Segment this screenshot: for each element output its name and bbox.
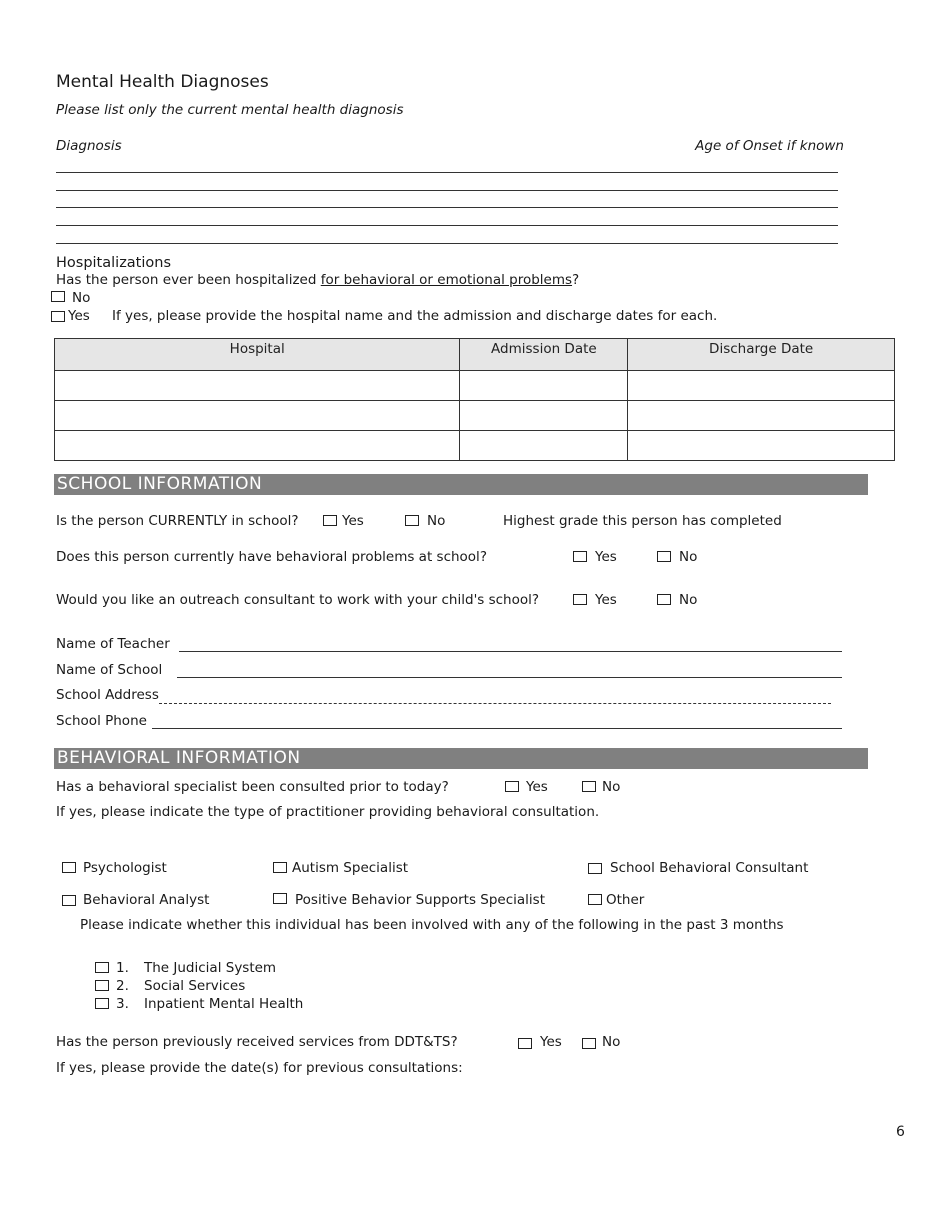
mental-health-title: Mental Health Diagnoses xyxy=(56,72,269,92)
mental-health-subtitle: Please list only the current mental health diagnosis xyxy=(56,102,404,118)
social-services-label: Social Services xyxy=(144,978,246,994)
in-school-no-checkbox[interactable] xyxy=(405,515,419,526)
behavior-no-label: No xyxy=(679,549,698,565)
autism-specialist-label: Autism Specialist xyxy=(292,860,409,876)
behavioral-analyst-label: Behavioral Analyst xyxy=(83,892,210,908)
diagnosis-line-2[interactable] xyxy=(56,190,838,191)
in-school-no-label: No xyxy=(427,513,446,529)
outreach-no-checkbox[interactable] xyxy=(657,594,671,605)
hospitalizations-title: Hospitalizations xyxy=(56,255,172,271)
diagnosis-line-4[interactable] xyxy=(56,225,838,226)
in-school-yes-label: Yes xyxy=(342,513,364,529)
ddtts-no-checkbox[interactable] xyxy=(582,1038,596,1049)
diagnosis-line-3[interactable] xyxy=(56,207,838,208)
positive-behavior-supports-label: Positive Behavior Supports Specialist xyxy=(295,892,545,908)
inpatient-mental-health-label: Inpatient Mental Health xyxy=(144,996,304,1012)
school-behavioral-consultant-label: School Behavioral Consultant xyxy=(610,860,809,876)
social-services-number: 2. xyxy=(116,978,129,994)
discharge-date-cell[interactable] xyxy=(628,371,895,401)
specialist-yes-checkbox[interactable] xyxy=(505,781,519,792)
page-number: 6 xyxy=(896,1124,905,1140)
outreach-question: Would you like an outreach consultant to work with your child's school? xyxy=(56,592,540,608)
school-phone-label: School Phone xyxy=(56,713,147,729)
outreach-yes-label: Yes xyxy=(595,592,617,608)
hospitalized-no-checkbox[interactable] xyxy=(51,291,65,302)
hospital-cell[interactable] xyxy=(55,401,460,431)
psychologist-checkbox[interactable] xyxy=(62,862,76,873)
school-phone-field[interactable] xyxy=(152,728,842,729)
behavior-yes-label: Yes xyxy=(595,549,617,565)
behavior-no-checkbox[interactable] xyxy=(657,551,671,562)
diagnosis-line-5[interactable] xyxy=(56,243,838,244)
table-row xyxy=(55,401,895,431)
hospitalized-yes-label: Yes xyxy=(68,308,90,324)
judicial-system-checkbox[interactable] xyxy=(95,962,109,973)
discharge-date-cell[interactable] xyxy=(628,401,895,431)
school-information-band: SCHOOL INFORMATION xyxy=(54,474,868,495)
hospital-header: Hospital xyxy=(55,339,460,371)
inpatient-mental-health-checkbox[interactable] xyxy=(95,998,109,1009)
highest-grade-label: Highest grade this person has completed xyxy=(503,513,782,529)
currently-in-school-question: Is the person CURRENTLY in school? xyxy=(56,513,299,529)
table-row xyxy=(55,431,895,461)
specialist-yes-label: Yes xyxy=(526,779,548,795)
hospital-table xyxy=(54,338,895,461)
hospitalized-question: Has the person ever been hospitalized for behavioral or emotional problems? xyxy=(56,272,580,288)
specialist-no-checkbox[interactable] xyxy=(582,781,596,792)
admission-date-cell[interactable] xyxy=(460,371,628,401)
discharge-date-cell[interactable] xyxy=(628,431,895,461)
discharge-date-header: Discharge Date xyxy=(628,339,895,371)
school-behavioral-consultant-checkbox[interactable] xyxy=(588,863,602,874)
positive-behavior-supports-checkbox[interactable] xyxy=(273,893,287,904)
hospitalized-yes-checkbox[interactable] xyxy=(51,311,65,322)
previous-consultations-instruction: If yes, please provide the date(s) for previous consultations: xyxy=(56,1060,463,1076)
ddtts-yes-checkbox[interactable] xyxy=(518,1038,532,1049)
behavior-yes-checkbox[interactable] xyxy=(573,551,587,562)
hospitalized-no-label: No xyxy=(72,290,91,306)
teacher-name-label: Name of Teacher xyxy=(56,636,170,652)
judicial-system-number: 1. xyxy=(116,960,129,976)
other-checkbox[interactable] xyxy=(588,894,602,905)
diagnosis-column-label: Diagnosis xyxy=(56,138,122,154)
hospital-cell[interactable] xyxy=(55,371,460,401)
behavioral-information-band: BEHAVIORAL INFORMATION xyxy=(54,748,868,769)
behavioral-analyst-checkbox[interactable] xyxy=(62,895,76,906)
school-name-field[interactable] xyxy=(177,677,842,678)
outreach-yes-checkbox[interactable] xyxy=(573,594,587,605)
age-of-onset-column-label: Age of Onset if known xyxy=(695,138,844,154)
school-address-label: School Address xyxy=(56,687,159,703)
admission-date-header: Admission Date xyxy=(460,339,628,371)
autism-specialist-checkbox[interactable] xyxy=(273,862,287,873)
in-school-yes-checkbox[interactable] xyxy=(323,515,337,526)
admission-date-cell[interactable] xyxy=(460,431,628,461)
school-address-field[interactable] xyxy=(159,703,831,704)
admission-date-cell[interactable] xyxy=(460,401,628,431)
hospital-cell[interactable] xyxy=(55,431,460,461)
ddtts-yes-label: Yes xyxy=(540,1034,562,1050)
outreach-no-label: No xyxy=(679,592,698,608)
ddtts-no-label: No xyxy=(602,1034,621,1050)
teacher-name-field[interactable] xyxy=(179,651,842,652)
other-label: Other xyxy=(606,892,645,908)
specialist-no-label: No xyxy=(602,779,621,795)
social-services-checkbox[interactable] xyxy=(95,980,109,991)
diagnosis-line-1[interactable] xyxy=(56,172,838,173)
involvement-instruction: Please indicate whether this individual has been involved with any of the following in the past 3 months xyxy=(80,917,784,933)
hospitalized-yes-instruction: If yes, please provide the hospital name and the admission and discharge dates for each. xyxy=(112,308,718,324)
judicial-system-label: The Judicial System xyxy=(144,960,277,976)
inpatient-mental-health-number: 3. xyxy=(116,996,129,1012)
behavior-at-school-question: Does this person currently have behavioral problems at school? xyxy=(56,549,487,565)
ddtts-question: Has the person previously received services from DDT&TS? xyxy=(56,1034,458,1050)
psychologist-label: Psychologist xyxy=(83,860,167,876)
table-row xyxy=(55,371,895,401)
specialist-question: Has a behavioral specialist been consulted prior to today? xyxy=(56,779,449,795)
practitioner-instruction: If yes, please indicate the type of practitioner providing behavioral consultation. xyxy=(56,804,600,820)
school-name-label: Name of School xyxy=(56,662,163,678)
